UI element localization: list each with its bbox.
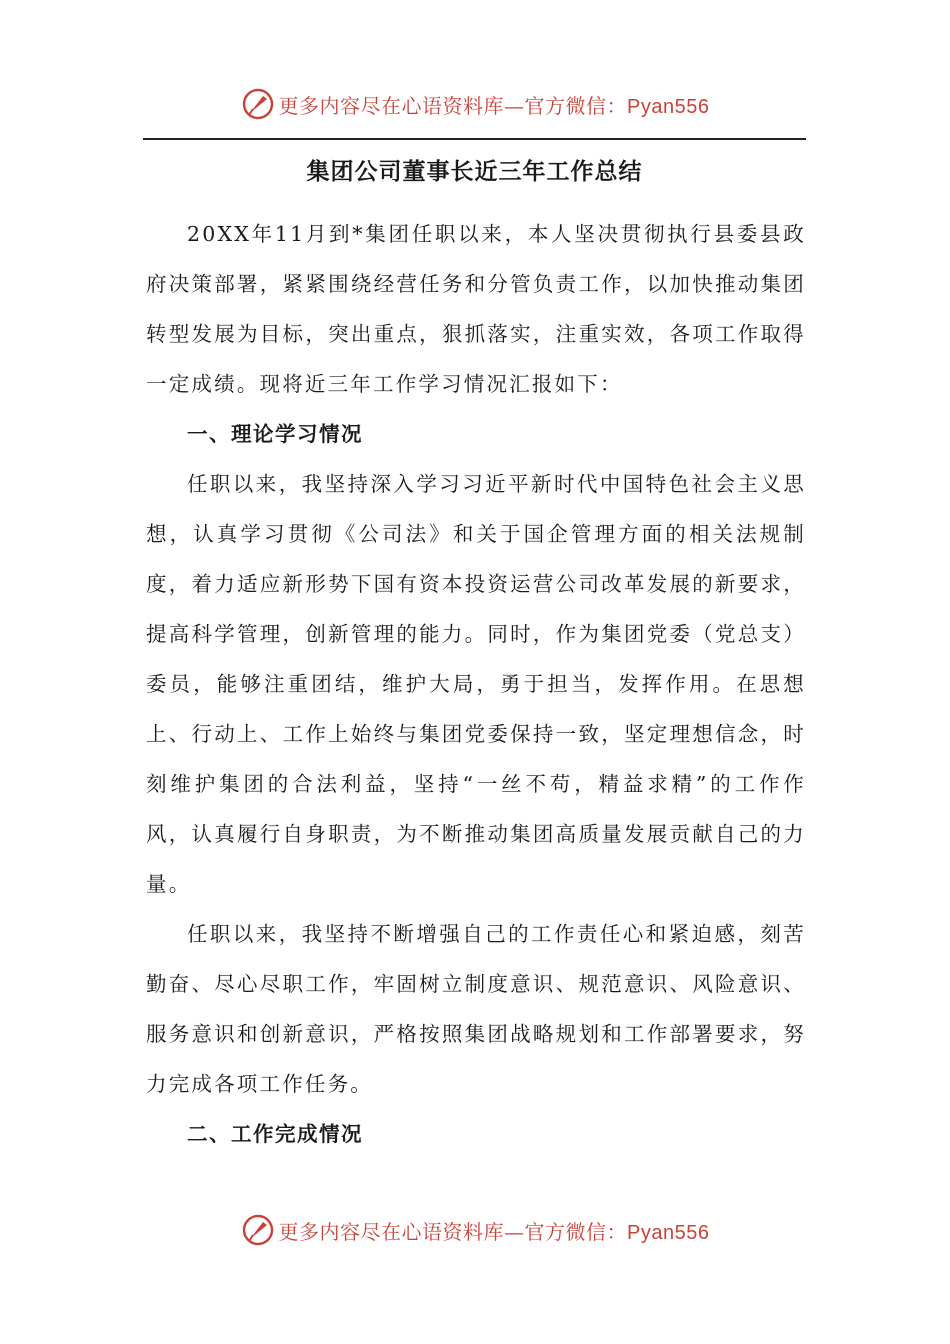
watermark-text: 更多内容尽在心语资料库—官方微信：Pyan556: [278, 93, 710, 118]
header-divider: [143, 138, 806, 140]
section1-paragraph-1: 任职以来，我坚持深入学习习近平新时代中国特色社会主义思想，认真学习贯彻《公司法》和关于国企管理方面的相关法规制度，着力适应新形势下国有资本投资运营公司改革发展的新要求，提高科学管理，创新管理的能力。同时，作为集团党委（党总支）委员，能够注重团结，维护大局，勇于担当，发挥作用。在思想上、行动上、工作上始终与集团党委保持一致，坚定理想信念，时刻维护集团的合法利益，坚持“一丝不苟，精益求精”的工作作风，认真履行自身职责，为不断推动集团高质量发展贡献自己的力量。: [146, 472, 806, 896]
watermark-text: 更多内容尽在心语资料库—官方微信：Pyan556: [278, 1219, 710, 1244]
quill-logo-icon: [241, 1213, 275, 1247]
document-body: [146, 209, 806, 1159]
section-heading-theory-study: 一、理论学习情况: [187, 422, 363, 446]
section1-paragraph-2: 任职以来，我坚持不断增强自己的工作责任心和紧迫感，刻苦勤奋、尽心尽职工作，牢固树立制度意识、规范意识、风险意识、服务意识和创新意识，严格按照集团战略规划和工作部署要求，努力完成各项工作任务。: [146, 922, 806, 1096]
intro-paragraph: 20XX年11月到*集团任职以来，本人坚决贯彻执行县委县政府决策部署，紧紧围绕经营任务和分管负责工作，以加快推动集团转型发展为目标，突出重点，狠抓落实，注重实效，各项工作取得一定成绩。现将近三年工作学习情况汇报如下：: [146, 222, 806, 396]
document-title: 集团公司董事长近三年工作总结: [306, 159, 643, 185]
header-watermark: [0, 84, 950, 124]
section-heading-work-completion: 二、工作完成情况: [187, 1122, 363, 1146]
quill-logo-icon: [241, 87, 275, 121]
footer-watermark: [0, 1210, 950, 1250]
